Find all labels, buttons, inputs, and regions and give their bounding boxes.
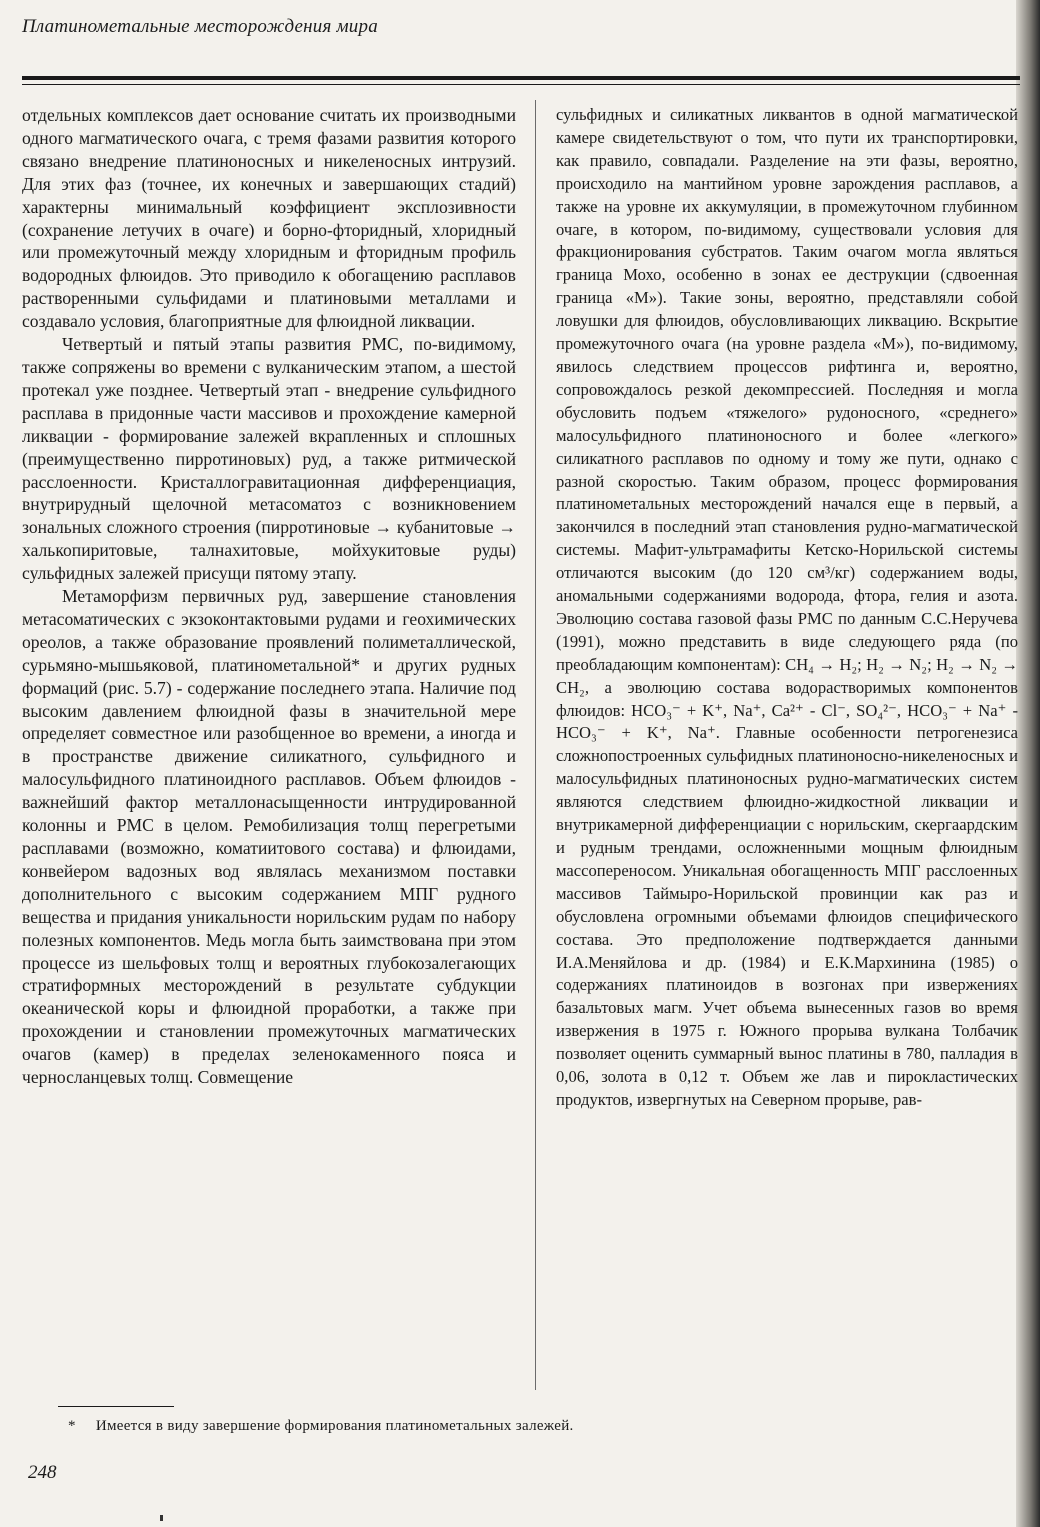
left-column: [22, 104, 516, 1384]
paragraph: Четвертый и пятый этапы развития РМС, по-видимому, также сопряжены во времени с вулканическим этапом, а шестой протекал уже позднее. Четвертый этап - внедрение сульфидного расплава в придонные части массивов и прохождение камерной ликвации - формирование залежей вкрапленных и сплошных (преимущественно пирротиновых) руд, а также ритмической расслоенности. Кристаллогравитационная дифференциация, внутрирудный щелочной метасоматоз с возникновением зональных сложного строения (пирротиновые → кубанитовые → халькопиритовые, талнахитовые, мойхукитовые руды) сульфидных залежей присущи пятому этапу.: [22, 334, 516, 584]
paragraph: Метаморфизм первичных руд, завершение становления метасоматических с экзоконтактовыми рудами и геохимических ореолов, а также образование проявлений полиметаллической, сурьмяно-мышьяковой, платинометальной* и других рудных формаций (рис. 5.7) - содержание последнего этапа. Наличие под высоким давлением флюидной фазы в значительной мере определяет совместное или разобщенное во времени, а иногда и в пространстве движение силикатного, сульфидного и малосульфидного платиноидного расплавов. Объем флюидов - важнейший фактор металлонасыщенности интрудированной колонны и РМС в целом. Ремобилизация толщ перегретыми расплавами (возможно, коматиитового состава) и флюидами, конвейером вадозных вод являлась механизмом поставки дополнительного с высоким содержанием МПГ рудного вещества и придания уникальности норильским рудам по набору полезных компонентов. Медь могла быть заимствована при этом процессе из шельфовых толщ и вероятных глубокозалегающих стратиформных месторождений в результате субдукции океанической коры и флюидной проработки, а также при прохождении и становлении промежуточных магматических очагов (камер) в пределах зеленокаменного пояса и черносланцевых толщ. Совмещение: [22, 586, 516, 1088]
paragraph: сульфидных и силикатных ликвантов в одной магматической камере свидетельствуют о том, что пути их транспортировки, как правило, совпадали. Разделение на эти фазы, вероятно, происходило на мантийном уровне зарождения расплавов, а также на уровне их аккумуляции, в промежуточном глубинном очаге, в котором, по-видимому, существовали условия для фракционирования субстратов. Таким очагом могла являться граница Мохо, особенно в зонах ее деструкции (сдвоенная граница «М»). Такие зоны, вероятно, представляли собой ловушки для флюидов, обусловливающих ликвацию. Вскрытие промежуточного очага (на уровне раздела «М»), по-видимому, явилось следствием процессов рифтинга и, вероятно, сопровождалось резкой декомпрессией. Последняя и могла обусловить подъем «тяжелого» рудоносного, «среднего» малосульфидного платиноносного и более «легкого» силикатного расплавов по одному и тому же пути, однако с разной скоростью. Таким образом, процесс формирования платинометальных месторождений начался еще в первый, а закончился в последний этап становления рудно-магматической системы. Мафит-ультрамафиты Кетско-Норильской системы отличаются высоким (до 120 см³/кг) содержанием воды, аномальными содержаниями водорода, фтора, гелия и азота. Эволюцию состава газовой фазы РМС по данным С.С.Неручева (1991), можно представить в виде следующего ряда (по преобладающим компонентам): CH₄ → H₂; H₂ → N₂; H₂ → N₂ → CH₂, а эволюцию состава водорастворимых компонентов флюидов: HCO₃⁻ + K⁺, Na⁺, Ca²⁺ - Cl⁻, SO₄²⁻, HCO₃⁻ + Na⁺ - HCO₃⁻ + K⁺, Na⁺. Главные особенности петрогенезиса сложнопостроенных сульфидных платиноносно-никеленосных и малосульфидных платиноносных рудно-магматических систем являются следствием флюидно-жидкостной ликвации и внутрикамерной дифференциации с норильским, скергаардским и рудным трендами, осложненными мощным флюидным массопереносом. Уникальная обогащенность МПГ расслоенных массивов Таймыро-Норильской провинции как раз и обусловлена огромными объемами флюидов специфического состава. Это предположение подтверждается данными И.А.Меняйлова и др. (1984) и Е.К.Мархинина (1985) о содержаниях платиноидов в возгонах при извержениях базальтовых магм. Учет объема вынесенных газов во время извержения в 1975 г. Южного прорыва вулкана Толбачик позволяет оценить суммарный вынос платины в 780, палладия в 0,06, золота в 0,12 т. Объем же лав и пирокластических продуктов, извергнутых на Северном прорыве, рав-: [556, 105, 1018, 1109]
footnote-text: Имеется в виду завершение формирования платинометальных залежей.: [95, 1418, 574, 1434]
header-rule-thin: [22, 84, 1020, 85]
paragraph: отдельных комплексов дает основание считать их производными одного магматического очага, с тремя фазами развития которого связано внедрение платиноносных и никеленосных интрузий. Для этих фаз (точнее, их конечных и завершающих стадий) характерны минимальный коэффициент эксплозивности (сохранение летучих в очаге) и борно-фторидный, хлоридный или промежуточный между хлоридным и фторидным профиль водородных флюидов. Это приводило к обогащению расплавов растворенными сульфидами и платиновыми металлами и создавало условия, благоприятные для флюидной ликвации.: [22, 105, 516, 332]
page-number: 248: [28, 1462, 57, 1483]
running-head: Платинометальные месторождения мира: [22, 16, 378, 37]
page-edge-shadow: [1016, 0, 1040, 1527]
scan-speck: [160, 1515, 163, 1521]
right-column: [556, 104, 1018, 1384]
footnote-rule: [58, 1406, 174, 1407]
column-divider: [535, 100, 536, 1390]
header-rule: [22, 76, 1020, 80]
footnote: [68, 1418, 968, 1435]
footnote-mark: *: [68, 1418, 76, 1434]
